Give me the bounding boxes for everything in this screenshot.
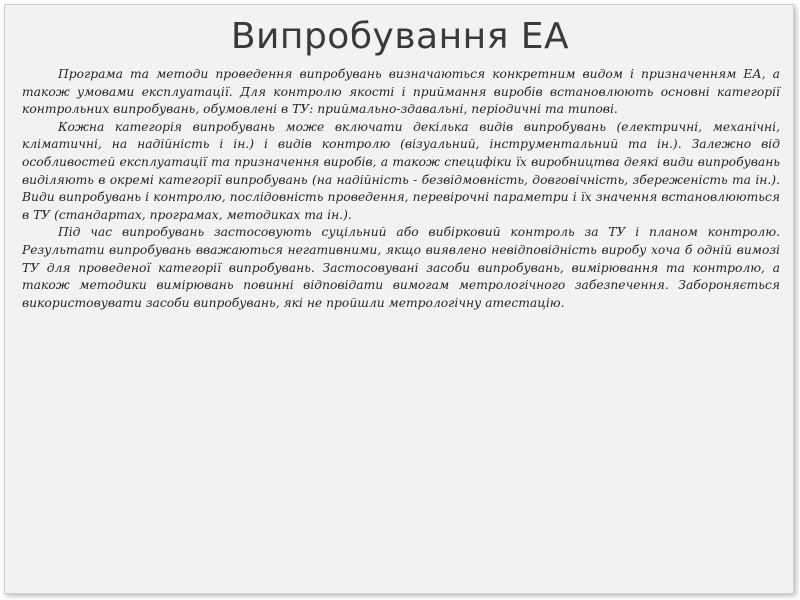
slide-body xyxy=(22,66,780,312)
body-paragraph-2: Кожна категорія випробувань може включати декілька видів випробувань (електричні, механічні, кліматичні, на надійність і ін.) і видів контролю (візуальний, інструментальний та ін.). Залежно від особливостей експлуатації та призначення виробів, а також специфіки їх виробництва деякі види випробувань виділяють в окремі категорії випробувань (на надійність - безвідмовність, довговічність, збереженість та ін.). Види випробувань і контролю, послідовність проведення, перевірочні параметри і їх значення встановлюються в ТУ (стандартах, програмах, методиках та ін.). xyxy=(22,119,780,222)
body-paragraph-1: Програма та методи проведення випробувань визначаються конкретним видом і призначенням ЕА, а також умовами експлуатації. Для контролю якості і приймання виробів встановлюють основні категорії контрольних випробувань, обумовлені в ТУ: приймально-здавальні, періодичні та типові. xyxy=(22,67,780,117)
body-paragraph-3: Під час випробувань застосовують суцільний або вибірковий контроль за ТУ і планом контролю. Результати випробувань вважаються негативними, якщо виявлено невідповідність виробу хоча б одній вимозі ТУ для проведеної категорії випробувань. Застосовувані засоби випробувань, вимірювання та контролю, а також методики вимірювань повинні відповідати вимогам метрологічного забезпечення. Забороняється використовувати засоби випробувань, які не пройшли метрологічну атестацію. xyxy=(22,225,780,310)
slide-title: Випробування ЕА xyxy=(230,16,570,57)
